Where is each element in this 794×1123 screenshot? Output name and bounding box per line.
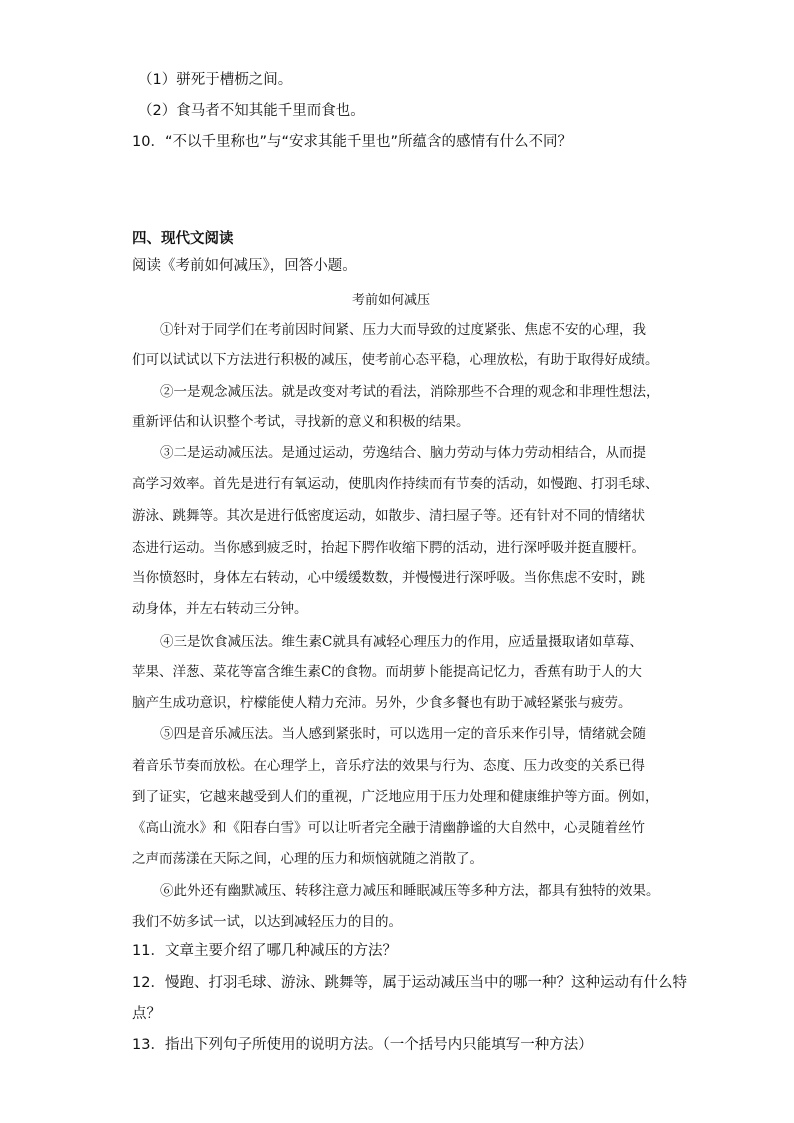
article-line: ①针对于同学们在考前因时间紧、压力大而导致的过度紧张、焦虑不安的心理，我 xyxy=(160,322,646,338)
article-line: 高学习效率。首先是进行有氧运动，使肌肉作持续而有节奏的活动，如慢跑、打羽毛球、 xyxy=(132,476,659,492)
question-10: 10．“不以千里称也”与“安求其能千里也”所蕴含的感情有什么不同？ xyxy=(132,134,572,150)
reading-instruction: 阅读《考前如何减压》，回答小题。 xyxy=(132,258,357,274)
question-12-continued: 点？ xyxy=(132,1006,161,1022)
article-line: ⑥此外还有幽默减压、转移注意力减压和睡眠减压等多种方法，都具有独特的效果。 xyxy=(160,883,660,899)
article-line: 们可以试试以下方法进行积极的减压，使考前心态平稳，心理放松，有助于取得好成绩。 xyxy=(132,352,659,368)
article-line: 《高山流水》和《阳春白雪》可以让听者完全融于清幽静谧的大自然中，心灵随着丝竹 xyxy=(132,820,645,836)
article-line: ⑤四是音乐减压法。当人感到紧张时，可以选用一定的音乐来作引导，情绪就会随 xyxy=(160,726,646,742)
article-line: 态进行运动。当你感到疲乏时，抬起下腭作收缩下腭的活动，进行深呼吸并挺直腰杆。 xyxy=(132,540,645,556)
article-line: 到了证实，它越来越受到人们的重视，广泛地应用于压力处理和健康维护等方面。例如， xyxy=(132,789,659,805)
sub-question-2: （2）食马者不知其能千里而食也。 xyxy=(138,103,365,119)
sub-question-1: （1）骈死于槽枥之间。 xyxy=(138,72,293,88)
article-line: 动身体，并左右转动三分钟。 xyxy=(132,601,308,617)
article-line: ②一是观念减压法。就是改变对考试的看法，消除那些不合理的观念和非理性想法， xyxy=(160,384,660,400)
question-11: 11．文章主要介绍了哪几种减压的方法？ xyxy=(132,943,397,959)
section-heading: 四、现代文阅读 xyxy=(132,231,234,247)
article-line: 重新评估和认识整个考试，寻找新的意义和积极的结果。 xyxy=(132,414,470,430)
article-line: 苹果、洋葱、菜花等富含维生素C的食物。而胡萝卜能提高记忆力，香蕉有助于人的大 xyxy=(132,664,642,680)
article-line: 着音乐节奏而放松。在心理学上，音乐疗法的效果与行为、态度、压力改变的关系已得 xyxy=(132,758,645,774)
article-title: 考前如何减压 xyxy=(352,293,431,308)
article-line: 我们不妨多试一试，以达到减轻压力的目的。 xyxy=(132,914,402,930)
article-line: 游泳、跳舞等。其次是进行低密度运动，如散步、清扫屋子等。还有针对不同的情绪状 xyxy=(132,508,645,524)
article-line: ③二是运动减压法。是通过运动，劳逸结合、脑力劳动与体力劳动相结合，从而提 xyxy=(160,445,646,461)
article-line: 当你愤怒时，身体左右转动，心中缓缓数数，并慢慢进行深呼吸。当你焦虑不安时，跳 xyxy=(132,570,645,586)
question-13: 13．指出下列句子所使用的说明方法。（一个括号内只能填写一种方法） xyxy=(132,1037,593,1053)
article-line: 之声而荡漾在天际之间，心理的压力和烦恼就随之消散了。 xyxy=(132,851,483,867)
article-line: 脑产生成功意识，柠檬能使人精力充沛。另外，少食多餐也有助于减轻紧张与疲劳。 xyxy=(132,695,632,711)
question-12: 12．慢跑、打羽毛球、游泳、跳舞等，属于运动减压当中的哪一种？这种运动有什么特 xyxy=(132,975,687,991)
article-line: ④三是饮食减压法。维生素C就具有减轻心理压力的作用，应适量摄取诸如草莓、 xyxy=(160,634,643,650)
